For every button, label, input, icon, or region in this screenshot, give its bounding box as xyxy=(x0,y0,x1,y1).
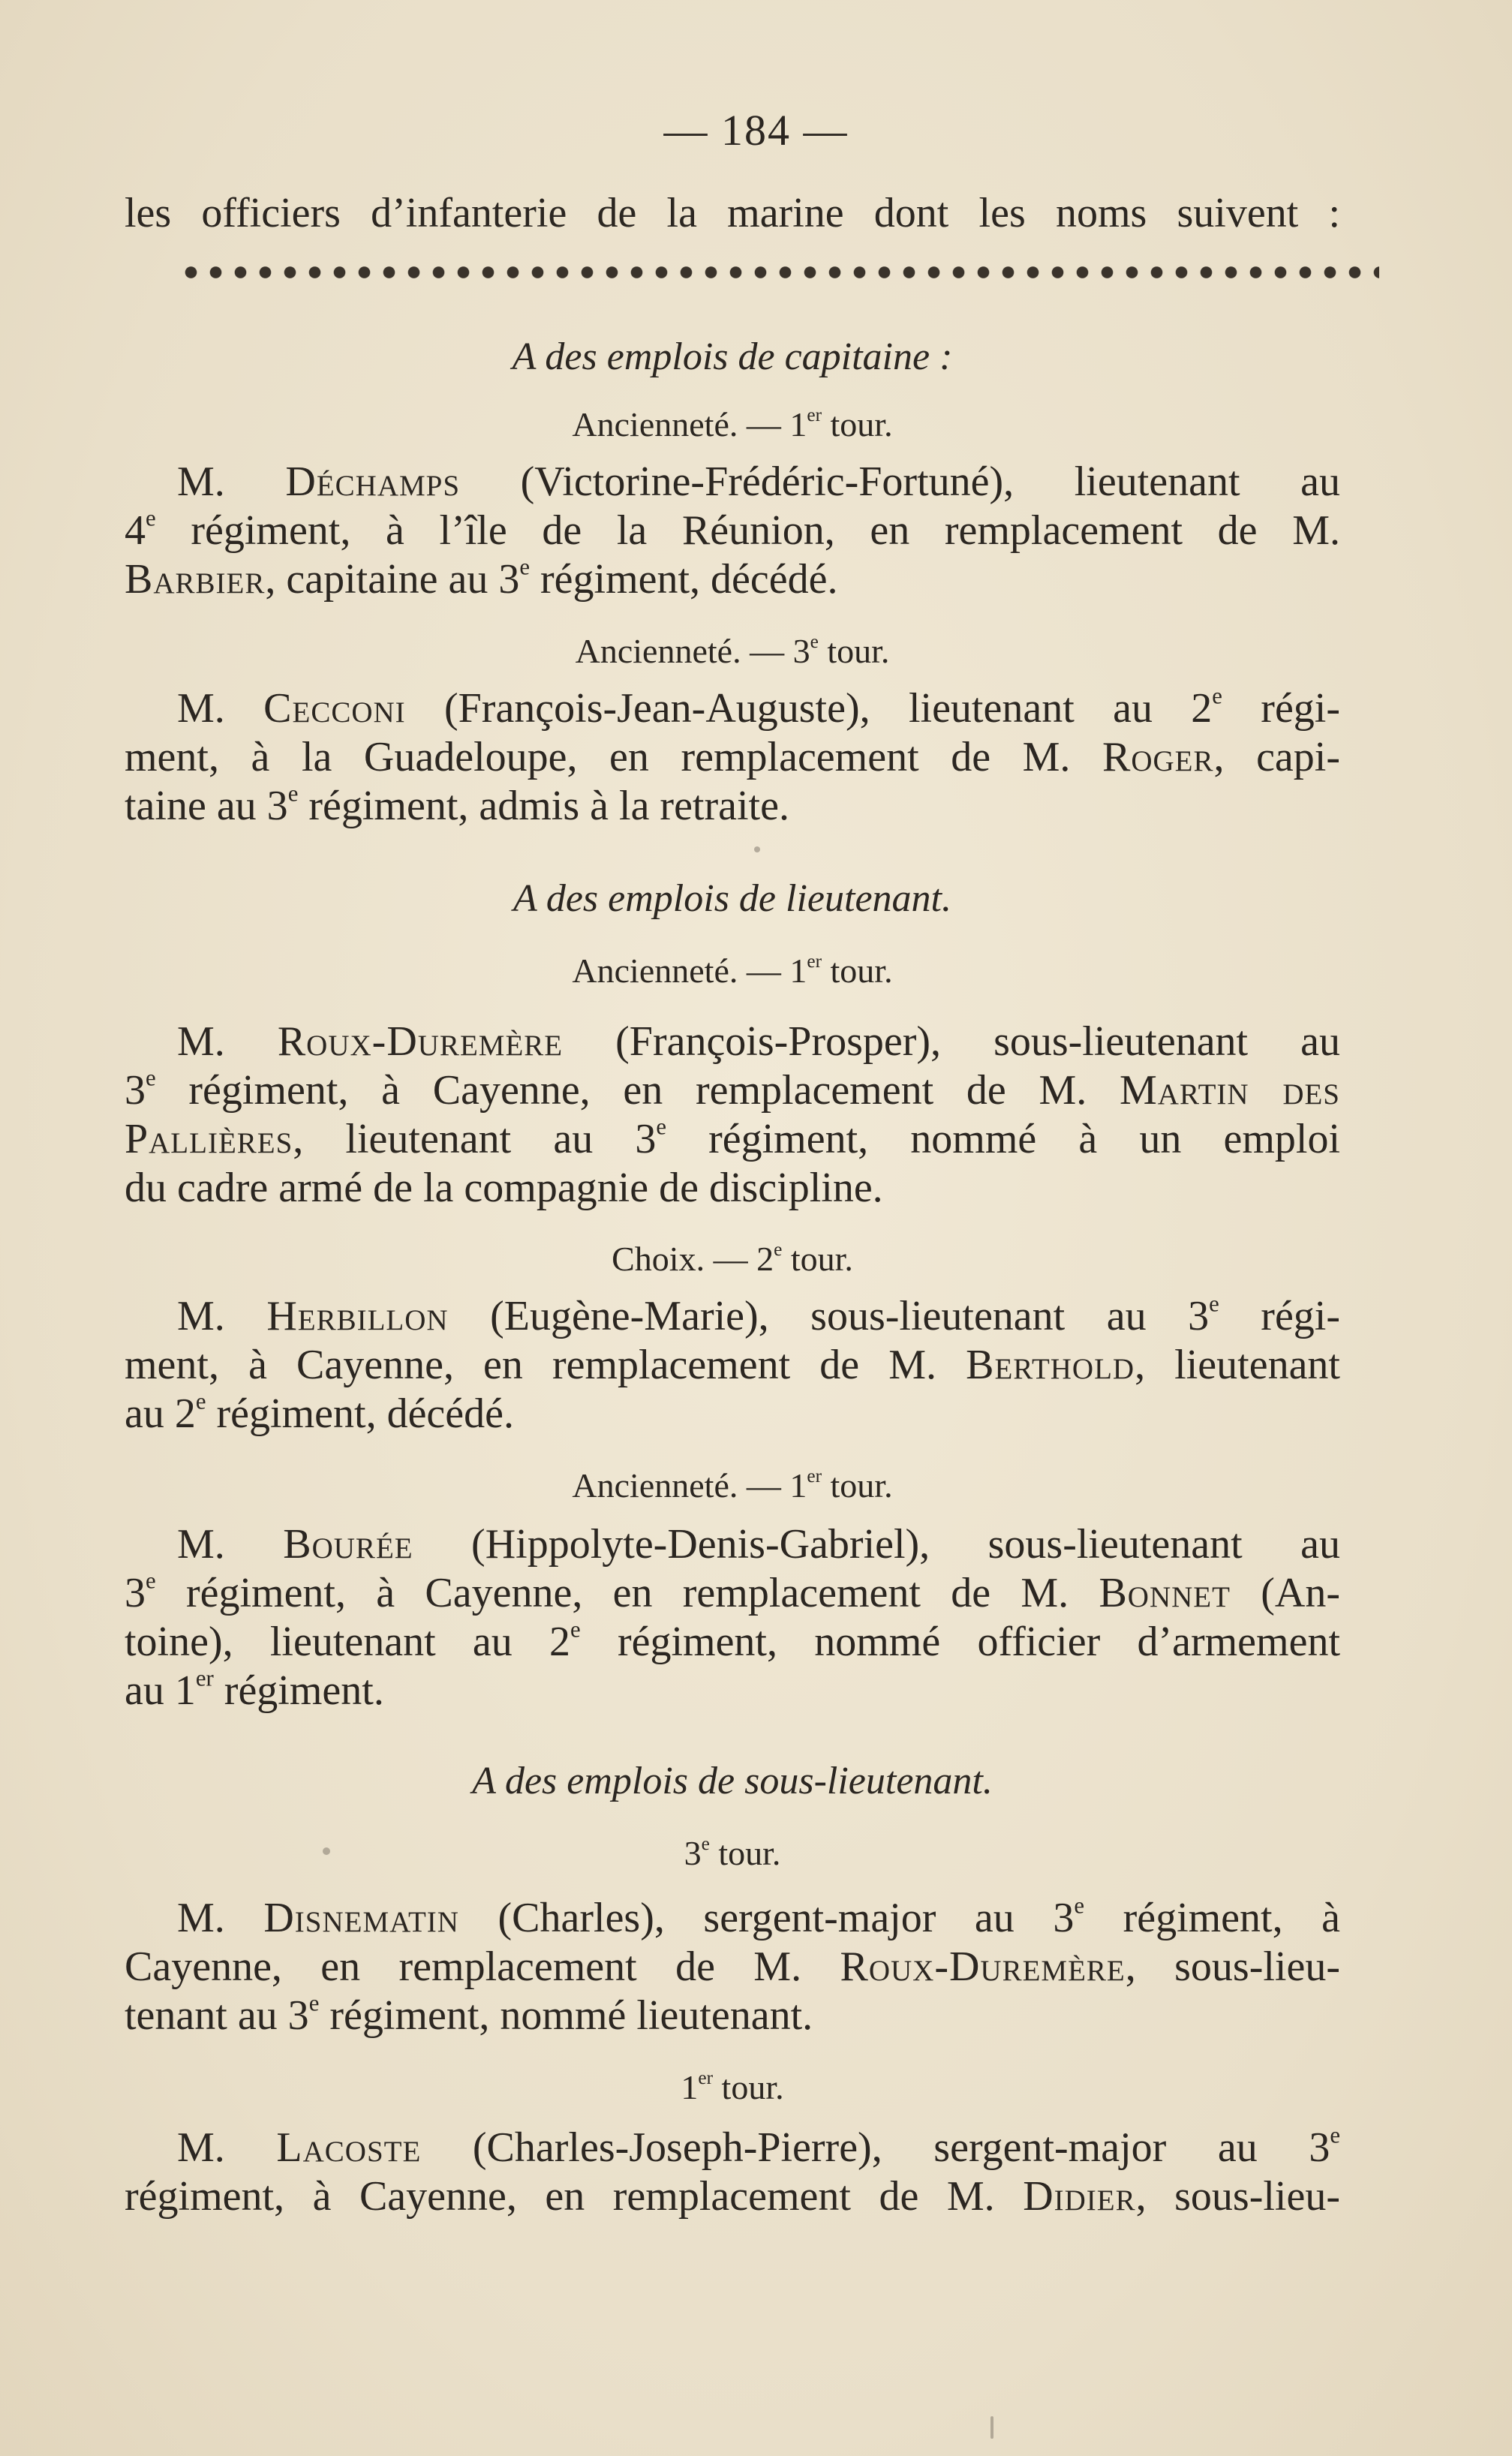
officer-name: Bonnet xyxy=(1099,1570,1231,1616)
entry-line: M. Disnematin (Charles), sergent-major au 3e régiment, à xyxy=(177,1892,1341,1941)
officer-name: Cecconi xyxy=(263,685,406,732)
entry-line: M. Lacoste (Charles-Joseph-Pierre), sergent-major au 3e xyxy=(177,2122,1341,2171)
officer-name: Roux-Duremère xyxy=(277,1018,564,1065)
section-heading-sous-lieutenant: A des emplois de sous-lieutenant. xyxy=(472,1760,993,1802)
entry-line: tenant au 3e régiment, nommé lieutenant. xyxy=(125,1990,813,2039)
intro-line: les officiers d’infanterie de la marine dont les noms suivent : xyxy=(125,190,1340,236)
officer-name: Pallières xyxy=(125,1116,293,1162)
page-number: — 184 — xyxy=(663,106,849,155)
entry-line: ment, à Cayenne, en remplacement de M. Berthold, lieutenant xyxy=(125,1342,1340,1388)
entry-line: ment, à la Guadeloupe, en remplacement de M. Roger, capi- xyxy=(125,734,1340,780)
entry-line: M. Déchamps (Victorine-Frédéric-Fortuné), lieutenant au xyxy=(177,458,1340,505)
officer-name: Lacoste xyxy=(276,2124,422,2171)
paper-speck xyxy=(990,2416,993,2439)
entry-line: M. Roux-Duremère (François-Prosper), sous-lieutenant au xyxy=(177,1018,1340,1065)
entry-line: taine au 3e régiment, admis à la retraite. xyxy=(125,780,789,829)
entry-line: Cayenne, en remplacement de M. Roux-Duremère, sous-lieu- xyxy=(125,1943,1340,1990)
entry-line: 4e régiment, à l’île de la Réunion, en remplacement de M. xyxy=(125,505,1340,554)
officer-name: Martin des xyxy=(1119,1067,1340,1114)
tour-label: Ancienneté. — 3e tour. xyxy=(575,630,890,670)
tour-label: Choix. — 2e tour. xyxy=(612,1238,853,1278)
entry-line: M. Bourée (Hippolyte-Denis-Gabriel), sous-lieutenant au xyxy=(177,1521,1340,1568)
tour-label: Ancienneté. — 1er tour. xyxy=(572,1465,893,1505)
entry-line: du cadre armé de la compagnie de discipline. xyxy=(125,1165,883,1211)
section-heading-capitaine: A des emplois de capitaine : xyxy=(512,335,953,378)
entry-line: au 2e régiment, décédé. xyxy=(125,1388,514,1437)
entry-line: Pallières, lieutenant au 3e régiment, nommé à un emploi xyxy=(125,1114,1340,1162)
tour-label: 3e tour. xyxy=(684,1832,781,1872)
entry-line: M. Herbillon (Eugène-Marie), sous-lieutenant au 3e régi- xyxy=(177,1291,1341,1339)
entry-line: Barbier, capitaine au 3e régiment, décédé. xyxy=(125,554,838,603)
tour-label: Ancienneté. — 1er tour. xyxy=(572,404,893,443)
officer-name: Roux-Duremère xyxy=(840,1943,1126,1990)
officer-name: Didier xyxy=(1023,2173,1136,2220)
entry-line: 3e régiment, à Cayenne, en remplacement de M. Martin des xyxy=(125,1065,1340,1114)
officer-name: Berthold xyxy=(966,1342,1135,1388)
paper-speck xyxy=(754,846,760,852)
entry-line: 3e régiment, à Cayenne, en remplacement de M. Bonnet (An- xyxy=(125,1568,1340,1616)
entry-line: régiment, à Cayenne, en remplacement de M. Didier, sous-lieu- xyxy=(125,2173,1340,2220)
officer-name: Disnematin xyxy=(263,1895,459,1941)
ellipsis-dot-leader xyxy=(179,266,1379,278)
paper-speck xyxy=(323,1847,330,1855)
officer-name: Barbier xyxy=(125,556,266,603)
entry-line: toine), lieutenant au 2e régiment, nommé officier d’armement xyxy=(125,1616,1341,1665)
officer-name: Herbillon xyxy=(266,1293,449,1339)
officer-name: Déchamps xyxy=(285,458,461,505)
officer-name: Bourée xyxy=(283,1521,413,1568)
tour-label: Ancienneté. — 1er tour. xyxy=(572,950,893,990)
tour-label: 1er tour. xyxy=(681,2067,784,2106)
section-heading-lieutenant: A des emplois de lieutenant. xyxy=(513,877,951,920)
entry-line: M. Cecconi (François-Jean-Auguste), lieutenant au 2e régi- xyxy=(177,683,1340,732)
entry-line: au 1er régiment. xyxy=(125,1665,384,1714)
officer-name: Roger xyxy=(1102,734,1214,780)
